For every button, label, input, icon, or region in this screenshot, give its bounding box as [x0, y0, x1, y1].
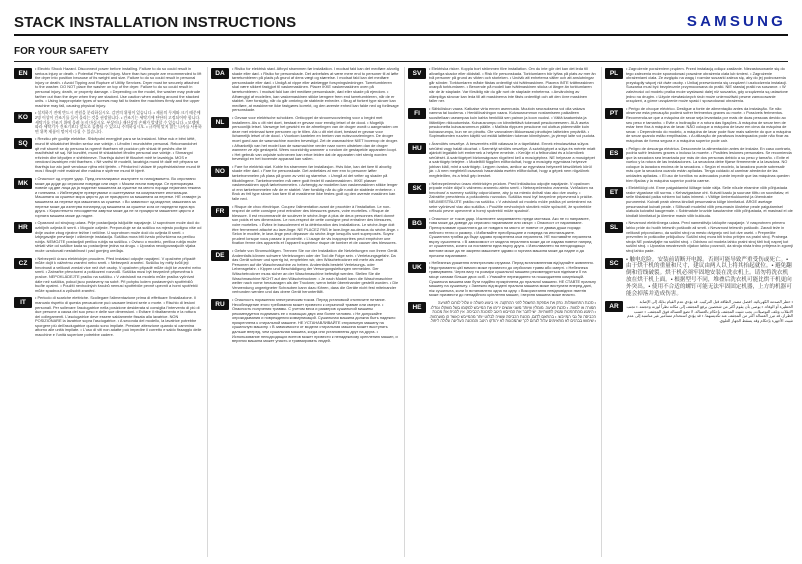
safety-warning-text: • Risiko for elektrisk stød. Afbryd strømmen før installation. I modsat fald kan det medføre alvorlig skade eller død. • Risiko for personskade. Det anbefales at være mere end to personer til at løfte tørretumbleren på plads på grund af dens vægt og størrelse. I modsat fald kan det medføre personskade eller død. • Undgå at vippe eller ødelægge forsyningsledninger. Tørretumbleren skal være sikkert fastgjort til vaskemaskinen. Placer IKKE vaskemaskinen oven på tørretumbleren. I modsat fald kan det medføre personskade, død eller skade på ejendom. • Afhængigt af modellen, kan vaskemaskinen stikke længere frem end tørretumbleren, når de er stablet. Vær forsigtig, når du går omkring de stablede enheder. • Brug af forkert type skruer kan medføre, at maskinerne ikke fastgøres korrekt, og den øverste enhed kan falde ned og forårsage personskade. [232, 67, 399, 113]
language-block [605, 107, 793, 144]
language-block [14, 296, 202, 337]
language-code-badge: PL [605, 68, 623, 79]
language-code-badge: BG [408, 218, 426, 229]
safety-warning-text: • Nevarnost električnega udara. Pred namestitvijo izklopite napajanje. V nasprotnem primeru lahko pride do hudih telesnih poškodb ali smrti. • Nevarnost telesnih poškodb. Zaradi teže in velikosti priporočamo, da sušilni stroj na mesto dvignejo več kot dve osebi. • Preprečite prevrnitev in poškodbe priključkov. Sušilni stroj mora biti trdno pritrjen na pralni stroj. Pralnega stroja NE postavljajte na sušilni stroj. • Odvisno od modela lahko pralni stroj štrli bolj naprej kot sušilni stroj. • Uporaba neustreznih vijakov lahko povzroči, da stroja nista trdno pritrjena in zgornji stroj lahko pade. [626, 220, 793, 253]
brand-logo: SAMSUNG [686, 13, 786, 30]
language-block [211, 205, 399, 246]
safety-warning-text: • Nebezpečenstvo úrazu elektrickým prúdom. Pred inštaláciou odpojte napájanie. V opačnom prípade môže dôjsť k vážnemu zraneniu alebo smrti. • Nebezpečenstvo zranenia. Vzhľadom na hmotnosť a rozmery sušičky odporúčame, aby ju na miesto dvíhali viac ako dve osoby. • Zabráňte prevráteniu a poškodeniu rozvodov. Sušička musí byť bezpečne pripevnená k práčke. NEUMIESTŇUJTE práčku na sušičku. • V závislosti od modelu môže práčka pri umiestnení na sebe vyčnievať viac ako sušička. • Použitie nevhodných skrutiek môže spôsobiť, že spotrebiče nebudú pevne upevnené a horný spotrebič môže spadnúť. [429, 180, 594, 214]
language-block [408, 301, 596, 324]
language-block [408, 142, 596, 179]
language-code-badge: ET [605, 187, 623, 198]
safety-warning-text: • סכנת התחשמלות. נתק את אספקת החשמל לפני ההתקנה. אי ביצוע פעולה זו עלול לגרום לפציעה חמורה או למוות. • סכנת פציעה. מומלץ שיותר משני אנשים ירימו את המייבש למקומו בשל משקלו וגודלו. • הימנע מהתהפכות ומנזק לתשתיות. יש לחבר את המייבש היטב למכונת הכביסה. אין להניח את מכונת הכביסה על גבי המייבש. • בהתאם לדגם, מכונת הכביסה עשויה לבלוט יותר מהמייבש כאשר הן מוערמות. • שימוש בברגים לא מתאימים עלול לגרום לכך שהמכונות לא יהודקו היטב והמכונה העליונה עלולה ליפול. [429, 299, 596, 324]
language-block [211, 116, 399, 162]
language-block [14, 137, 202, 174]
language-block [211, 165, 399, 202]
column-1 [14, 67, 202, 557]
language-block [408, 107, 596, 139]
language-block [408, 182, 596, 214]
safety-warning-text: • Áramütés veszélye. A beszerelés előtt válassza le a tápellátást. Ennek elmulasztása súlyos sérülést vagy halált okozhat. • Személyi sérülés veszélye. A szárítógépet a súlya és mérete miatt ajánlott legalább két embernek a helyére emelnie. • Kerülje el a felborulást és a közművek sérülését. A szárítógépet biztonságosan rögzíteni kell a mosógéphez. NE helyezze a mosógépet a szárítógép tetejére. • Modelltől függően előfordulhat, hogy a mosógép egymásra helyezve jobban kiáll, mint a szárítógép. Legyen óvatos, amikor az egymásra helyezett készülékek körül jár. • A nem megfelelő csavarok használata esetén előfordulhat, hogy a gépek nem rögzülnek megfelelően, és a felső gép leeshet. [429, 140, 596, 179]
language-block [408, 217, 596, 258]
language-code-badge: UK [408, 262, 426, 273]
language-block [211, 67, 399, 113]
safety-warning-text: • Опасност от токов удар. Изключете захранването преди монтажа. Ако не го направите, това може да доведе до сериозно нараняване или смърт. • Опасност от нараняване. Препоръчваме сушилнята да се повдига на място от повече от двама души поради нейното тегло и размер. • Избягвайте преобръщане и повреда на инсталациите. Сушилнята трябва да бъде здраво прикрепена към пералнята. НЕ поставяйте пералнята върху сушилнята. • В зависимост от модела пералнята може да се издава повече напред от сушилнята, когато са поставени една върху друга. • Използването на неподходящи винтове може да не закрепи машините здраво и горната машина може да падне и да причини нараняване. [429, 215, 592, 258]
language-block [14, 177, 202, 218]
section-title: FOR YOUR SAFETY [14, 46, 109, 57]
safety-warning-text: • 설치하기 전에 반드시 전원을 분리하십시오. 감전의 위험이 있습니다. • 제품의 무게와 크기 때문에 2명 이상이 건조기를 들어 올리는 것을 권장합니다. • 건조기는 세탁기에 단단히 고정되어야 합니다. 세탁기를 건조기 위에 올려 놓지 마십시오. 부상이나 재산상의 손해가 발생할 수 있습니다. • 모델에 따라 세탁기가 건조기보다 앞으로 돌출될 수 있으니 주의하십시오. • 규격에 맞지 않는 나사를 사용하면 위쪽 제품이 떨어져 다칠 수 있습니다. [35, 110, 202, 134]
section-divider [14, 61, 788, 62]
language-code-badge: KO [14, 112, 32, 123]
language-block [605, 221, 793, 253]
safety-warning-text: • Fare for elektrisk støt. Koble fra strømmen før installasjon. Hvis ikke, kan det føre til alvorlig skade eller død. • Fare for personskade. Det anbefales at mer enn to personer løfter tørketrommelen på plass på grunn av vekt og størrelse. • Unngå at det velter og skader på tilkoblingene. Tørketrommelen må være godt festet til vaskemaskinen. IKKE plasser vaskemaskinen oppå tørketrommelen. • Avhengig av modellen kan vaskemaskinen stikke lenger ut enn tørketrommelen når de er stablet. Vær forsiktig når du går rundt de stablede enhetene. • Bruk av feil type skruer kan føre til at maskinene ikke festes godt og den øverste maskinen kan falle ned. [232, 163, 398, 202]
language-code-badge: DA [211, 68, 229, 79]
language-block [605, 67, 793, 104]
safety-warning-text: • Elektriska risker. Koppla bort strömmen före installation. Om du inte gör det kan det leda till allvarliga skador eller dödsfall. • Risk för personskada. Torktumlaren bör lyftas på plats av mer än två personer på grund av vikten och storleken. • Undvik att enheterna välter och att anslutningar går sönder. Torktumlaren måste fästas ordentligt vid tvättmaskinen. Placera INTE tvättmaskinen ovanpå torktumlaren. • Beroende på modell kan tvättmaskinen sticka ut längre än torktumlaren när de är staplade. Var försiktig när du går runt de staplade enheterna. • Användning av olämpliga skruvar kan leda till att maskinerna inte fästs ordentligt och att den övre maskinen faller ner. [429, 67, 596, 104]
safety-warning-text: • Опасность поражения электрическим током. Перед установкой отключите питание. Несоблюдение этого требования может привести к серьезной травме или смерти. • Опасность получения травмы. С учетом веса и размеров сушильной машины рекомендуется поднимать ее с помощью двух или более человек. • Не допускайте опрокидывания и повреждения коммуникаций. Сушильная машина должна быть надежно прикреплена к стиральной машине. НЕ УСТАНАВЛИВАЙТЕ стиральную машину на сушильную машину. • В зависимости от модели стиральная машина может выступать дальше вперед, чем сушильная машина, когда они установлены друг на друга. • Использование неподходящих винтов может привести к ненадежному креплению машин, и верхняя машина может упасть и травмировать людей. [232, 296, 398, 344]
safety-warning-text: • Risque de choc électrique. Coupez l'alimentation avant de procéder à l'installation. Le non-respect de cette consigne peut entraîner des blessures graves, voire mortelles. • Risque de blessure. Il est recommandé de soulever le sèche-linge à plus de deux personnes étant donné son poids et ses dimensions. Le non-respect de cette consigne peut entraîner des blessures, voire mortelles. • Évitez le basculement et la détérioration des installations. Le sèche-linge doit être fermement attaché au lave-linge. NE PLACEZ PAS le lave-linge au-dessus du sèche-linge. • Selon le modèle, le lave-linge peut dépasser du sèche-linge lorsqu'ils sont superposés. Soyez prudent lorsque vous passez à proximité. • L'usage de vis inappropriées peut empêcher une fixation ferme des appareils et l'appareil supérieur risque de tomber et de causer des blessures. [232, 203, 399, 246]
safety-warning-text: • Gevaar voor elektrische schokken. Ontkoppel de stroomvoorziening voor u begint met installeren. Als u dit niet doet, bestaat er gevaar voor ernstig letsel of de dood. • Mogelijk persoonlijk letsel. Vanwege het gewicht en de afmetingen van de droger wordt u aangeraden om deze met minimaal twee personen op te tillen. Als u dit niet doet, bestaat er gevaar voor lichamelijk letsel of de dood. • Voorkom kantelen en breken van nutsvoorzieningen. De droger moet goed aan de wasmachine worden bevestigd. Zet de wasmachine NIET bovenop de droger. • Afhankelijk van het model kan de wasmachine verder naar voren uitsteken dan de droger wanneer ze zijn gestapeld. Wees voorzichtig wanneer u rondom de gestapelde apparaten loopt. • Het gebruik van onjuiste schroeven kan ertoe leiden dat de apparaten niet stevig worden bevestigd en het bovenste apparaat kan vallen. [232, 114, 399, 162]
safety-warning-text: • Sähköiskun vaara. Katkaise virta ennen asennusta. Muutoin seurauksena voi olla vakava vamma tai kuolema. • Henkilövahingon vaara. Kuivausrummun nostamiseen paikalleen suositellaan useampaa kuin kahta henkilöä sen painon ja koon vuoksi. • Vältä kaatumista ja liitäntöjen rikkoutumista. Kuivausrumpu on kiinnitettävä tukevasti pesukoneeseen. ÄLÄ aseta pesukonetta kuivausrummun päälle. • Mallista riippuen pesukone voi ulottua pidemmälle kuin kuivausrumpu, kun ne on pinottu. Ole varovainen liikkuessasi pinottujen laitteiden ympärillä. • Sopimattomien ruuvien käyttö voi estää laitteiden tukevan kiinnityksen, ja ylempi laite voi pudota. [429, 105, 596, 139]
language-code-badge: FI [408, 108, 426, 119]
language-block [408, 67, 596, 104]
language-block [605, 147, 793, 184]
safety-warning-text: • Elektrilöögi oht. Enne paigaldamist lülitage toide välja. Selle nõude eiramine võib põhjustada raske vigastuse või surma. • Kehavigastuse oht. Kuivati kaalu ja suuruse tõttu on soovitatav, et selle tõstaksid paika rohkem kui kaks inimest. • Vältige ümberkukkumist ja ühenduste purunemist. Kuivati peab olema kindlalt pesumasina külge kinnitatud. ÄRGE asetage pesumasinat kuivati peale. • Sõltuvalt mudelist võib pesumasin üksteise peale paigutamisel ulatuda kuivatist kaugemale. • Sobimatute kruvide kasutamine võib põhjustada, et masinad ei ole kindlalt kinnitatud ja ülemine masin võib kukkuda. [626, 185, 793, 218]
language-code-badge: FR [211, 206, 229, 217]
column-divider [404, 67, 405, 557]
language-block [14, 67, 202, 108]
safety-warning-text: • خطر الصدمة الكهربائية. افصل مصدر الطاقة قبل التركيب. قد يؤدي عدم القيام بذلك إلى الإصابة الخطيرة أو الوفاة. • يوصى بأن يقوم أكثر من شخصين برفع المجفف إلى مكانه نظراً لوزنه وحجمه. • تجنب الانقلاب وتلف التوصيلات. يجب تثبيت المجفف بإحكام بالغسالة. لا تضع الغسالة فوق المجفف. • حسب الطراز، قد تبرز الغسالة أكثر من المجفف عند تكديسهما. • قد يؤدي استخدام مسامير غير مناسبة إلى عدم تثبيت الأجهزة بإحكام وقد يسقط الجهاز العلوي. [626, 299, 793, 323]
column-2 [211, 67, 399, 557]
language-code-badge: HE [408, 302, 426, 313]
safety-warning-text: • Nebezpečí úrazu elektrickým proudem. Před instalací odpojte napájení. V opačném případě může dojít k vážnému zranění nebo smrti. • Nebezpečí zranění. Sušičku by měly kvůli její hmotnosti a velikosti zvedat více než dvě osoby. V opačném případě může dojít ke zranění nebo smrti. • Zabraňte převrácení a poškození rozvodů. Sušička musí být bezpečně připevněna k pračce. NEPOKLÁDEJTE pračku na sušičku. • V závislosti na modelu může pračka vyčnívat dále než sušička, pokud jsou postaveny na sobě. Při pohybu kolem postavených spotřebičů buďte opatrní. • Použití nevhodných šroubů nemusí spotřebiče pevně upevnit a horní spotřebič může spadnout a způsobit zranění. [35, 255, 201, 293]
language-code-badge: HU [408, 143, 426, 154]
safety-warning-text: • Opasnost od strujnog udara. Prije postavljanja isključite napajanje. U suprotnom može doći do ozbiljnih ozljeda ili smrti. • Moguće ozljede. Preporučuje se da sušilicu na mjesto podignu više od dvije osobe zbog njezine težine i veličine. U suprotnom može doći do ozljeda ili smrti. • Izbjegavajte prevrtanje i oštećenje instalacija. Sušilica mora biti čvrsto pričvršćena na perilicu rublja. NEMOJTE postavljati perilicu rublja na sušilicu. • Ovisno o modelu, perilica rublja može stršati više od sušilice kada su postavljene jedna na drugu. • Uporaba neodgovarajućih vijaka može uzrokovati nestabilnost i pad gornjeg uređaja. [35, 220, 202, 253]
language-block [605, 300, 793, 323]
language-code-badge: HR [14, 222, 32, 233]
column-4 [605, 67, 793, 557]
language-block [211, 298, 399, 344]
language-block [14, 221, 202, 253]
safety-warning-text: • Peligro de descarga eléctrica. Desconecte la alimentación antes de instalar. En caso contrario, podría sufrir lesiones graves o incluso la muerte. • Posibles lesiones personales. Se recomienda que la secadora sea levantada por más de dos personas debido a su peso y tamaño. • Evite el vuelco y la rotura de las instalaciones. La secadora debe fijarse firmemente a la lavadora. NO coloque la lavadora encima de la secadora. • Según el modelo, la lavadora puede sobresalir más que la secadora cuando están apiladas. Tenga cuidado al caminar alrededor de las unidades apiladas. • El uso de tornillos no adecuados puede impedir que las máquinas queden bien fijadas y la máquina superior podría caerse. [626, 145, 792, 183]
column-3 [408, 67, 596, 557]
safety-warning-text: • Gefahr von Stromschlägen. Trennen Sie vor der Installation die Netzleitungen von Ihrem Gerät. Andernfalls können schwere Verletzungen oder der Tod die Folge sein. • Verletzungsgefahr. Da das Gerät schwer und sperrig ist, empfehlen wir, den Wäschetrockner mit mehr als zwei Personen auf die Waschmaschine zu heben. Andernfalls besteht Verletzungs- oder Lebensgefahr. • Kippen und Beschädigung der Versorgungsleitungen vermeiden. Der Wäschetrockner muss sicher an der Waschmaschine befestigt werden. Stellen Sie die Waschmaschine NICHT auf den Wäschetrockner. • Je nach Modell kann die Waschmaschine weiter nach vorne herausragen als der Trockner, wenn beide übereinander gestellt wurden. • Die Verwendung ungeeigneter Schrauben kann dazu führen, dass die Geräte nicht fest miteinander verbunden werden und das obere Gerät herunterfällt. [232, 247, 399, 295]
language-code-badge: ES [605, 148, 623, 159]
language-block [211, 249, 399, 295]
language-code-badge: DE [211, 250, 229, 261]
language-code-badge: IT [14, 297, 32, 308]
language-code-badge: EN [14, 68, 32, 79]
language-code-badge: SC [605, 258, 623, 269]
safety-warning-text: • Опасност од струен удар. Пред инсталирање исклучете го напојувањето. Во спротивно може да дојде до сериозни повреди или смрт. • Можни лични повреди. Се препорачува повеќе од две лица да ја подигнат машината за сушење на место поради нејзината тежина и големина. • Избегнувајте превртување и оштетување на комуналните инсталации. Машината за сушење мора цврсто да се прицврсти за машината за перење. НЕ ставајте ја машината за перење врз машината за сушење. • Во зависност од моделот, машината за перење може да излегува понапред од машината за сушење кога се наредени една врз друга. • Користењето несоодветни завртки може да не ги прицврсти машините цврсто и горната машина може да падне. [35, 176, 201, 218]
safety-warning-text: • Electric Shock Hazard. Disconnect power before installing. Failure to do so could result in serious injury or death. • Potential Personal Injury. More than two people are recommended to lift the dryer into position because of its weight and size. Failure to do so could result in personal injury or death. • Avoid Tipping and Rupture of Utility Services. Dryer must be securely attached to the washer. DO NOT place the washer on top of the dryer. Failure to do so could result in personal injury, death, or property damage. • Depending on the model, the washer may protrude farther out than the dryer when they are stacked. Use caution when walking around the stacked units. • Using inappropriate types of screws may fail to fasten the machines firmly and the upper machine may fall, causing physical injury. [35, 67, 202, 108]
language-code-badge: NO [211, 166, 229, 177]
safety-warning-text: • Rreziku për goditje elektrike. Shkëputni energjinë para se ta instaloni. Nëse nuk e bëni këtë, mund të shkaktohet lëndim serioz ose vdekje. • Lëndim i mundshëm personal. Rekomandohet që më shumë se dy persona ta ngrenë tharësen në pozicion për shkak të peshës dhe të madhësisë së saj. Në kundërt, mund të shkaktohet lëndim personal ose vdekje. • Shmangni rrëzimin dhe këputjen e shërbimeve. Tharësja duhet të fiksohet mirë te lavatriçja. MOS e vendosni lavatriçen mbi tharësen. • Në varësi të modelit, lavatriçja mund të dalë më përpara se tharësja kur ato janë vendosur njëra mbi tjetrën. • Përdorimi i vidave të papërshtatshme mund të mos i fiksojë mirë makinat dhe makina e sipërme mund të bjerë. [35, 136, 201, 174]
language-block [605, 257, 793, 298]
language-code-badge: SL [605, 222, 623, 233]
language-code-badge: AR [605, 301, 623, 312]
language-block [14, 111, 202, 134]
safety-warning-text: • Zagrożenie porażeniem prądem. Przed instalacją odłącz zasilanie. Niezastosowanie się do tego zalecenia może spowodować poważne obrażenia ciała lub śmierć. • Zagrożenie obrażeniami ciała. Ze względu na wagę i rozmiar suszarki zaleca się, aby do jej podnoszenia przystąpiły więcej niż dwie osoby. • Unikaj przewrócenia się urządzeń i uszkodzenia instalacji. Suszarka musi być bezpiecznie przymocowana do pralki. NIE stawiaj pralki na suszarce. • W zależności od modelu pralka może wystawać dalej niż suszarka, gdy urządzenia są ustawione jedno na drugim. • Użycie niewłaściwych śrub może uniemożliwić pewne zamocowanie urządzeń, a górne urządzenie może spaść i spowodować obrażenia. [626, 67, 788, 104]
language-code-badge: SQ [14, 138, 32, 149]
language-block [605, 186, 793, 218]
language-code-badge: SK [408, 183, 426, 194]
column-divider [207, 67, 208, 557]
language-code-badge: CZ [14, 258, 32, 269]
safety-warning-text: • Pericolo di scariche elettriche. Scollegare l'alimentazione prima di effettuare l'installazione. Il mancato rispetto di questa precauzione può causare lesioni serie o morte. • Rischio di lesioni personali. Per sollevare l'asciugatrice nella posizione desiderata si consiglia l'intervento di più di due persone a causa del suo peso e delle sue dimensioni. • Evitare il ribaltamento e la rottura dei collegamenti. L'asciugatrice deve essere saldamente fissata alla lavatrice. NON POSIZIONARE la lavatrice sopra l'asciugatrice. • A seconda del modello, la lavatrice potrebbe sporgere più dell'asciugatrice quando sono impilate. Prestare attenzione quando si cammina attorno alle unità impilate. • L'uso di viti non adatte può impedire il corretto e saldo fissaggio delle macchine e l'unità superiore potrebbe cadere. [35, 295, 202, 338]
language-code-badge: PT [605, 108, 623, 119]
page-title: STACK INSTALLATION INSTRUCTIONS [14, 14, 297, 31]
language-code-badge: RU [211, 299, 229, 310]
column-divider [601, 67, 602, 557]
language-code-badge: MK [14, 178, 32, 189]
language-code-badge: SV [408, 68, 426, 79]
page-header [14, 12, 788, 36]
safety-warning-text: • 触电危险。安装前请断开电源。否则可能导致严重受伤或死亡。• 由于烘干机的重量和尺寸，建议由两人以上将其抬起就位。• 避免翻倒和管线破裂。烘干机必须牢固地安装在洗衣机上。请勿将洗衣机放在烘干机上面。• 根据型号不同，堆叠后洗衣机可能比烘干机更向外突出。• 使用不合适的螺钉可能无法牢固固定机器，上方的机器可能会掉落并造成伤害。 [626, 256, 792, 297]
language-block [408, 261, 596, 298]
language-code-badge: NL [211, 117, 229, 128]
language-block [14, 257, 202, 294]
safety-warning-text: • Perigo de choque eléctrico. Desligue a fonte de alimentação antes da instalação. Se não observar esta precaução poderá sofrer ferimentos graves ou morte. • Possíveis ferimentos. Recomenda-se que a máquina de secar seja levantada por mais de duas pessoas devido ao seu peso e tamanho. • Evite a inclinação e a rotura das ligações. A máquina de secar tem de estar bem fixa à máquina de lavar. NÃO coloque a máquina de lavar em cima da máquina de secar. • Dependendo do modelo, a máquina de lavar pode ficar mais saliente do que a máquina de secar quando estão empilhadas. • A utilização de parafusos inadequados pode não fixar as máquinas de forma segura e a máquina superior pode cair. [626, 105, 791, 143]
safety-warning-text: • Небезпека ураження електричним струмом. Перед встановленням від'єднайте живлення. Недотримання цієї вимоги може призвести до серйозних травм або смерті. • Небезпека травмування. Через вагу та розміри сушильної машини рекомендується піднімати її на місце силами більше двох осіб. • Уникайте перекидання та пошкодження комунікацій. Сушильна машина має бути надійно прикріплена до пральної машини. НЕ СТАВТЕ пральну машину на сушильну. • Залежно від моделі пральна машина може виступати вперед далі, ніж сушильна, коли їх встановлено одна на одну. • Використання невідповідних гвинтів може призвести до ненадійного кріплення машин, і верхня машина може впасти. [429, 260, 596, 298]
